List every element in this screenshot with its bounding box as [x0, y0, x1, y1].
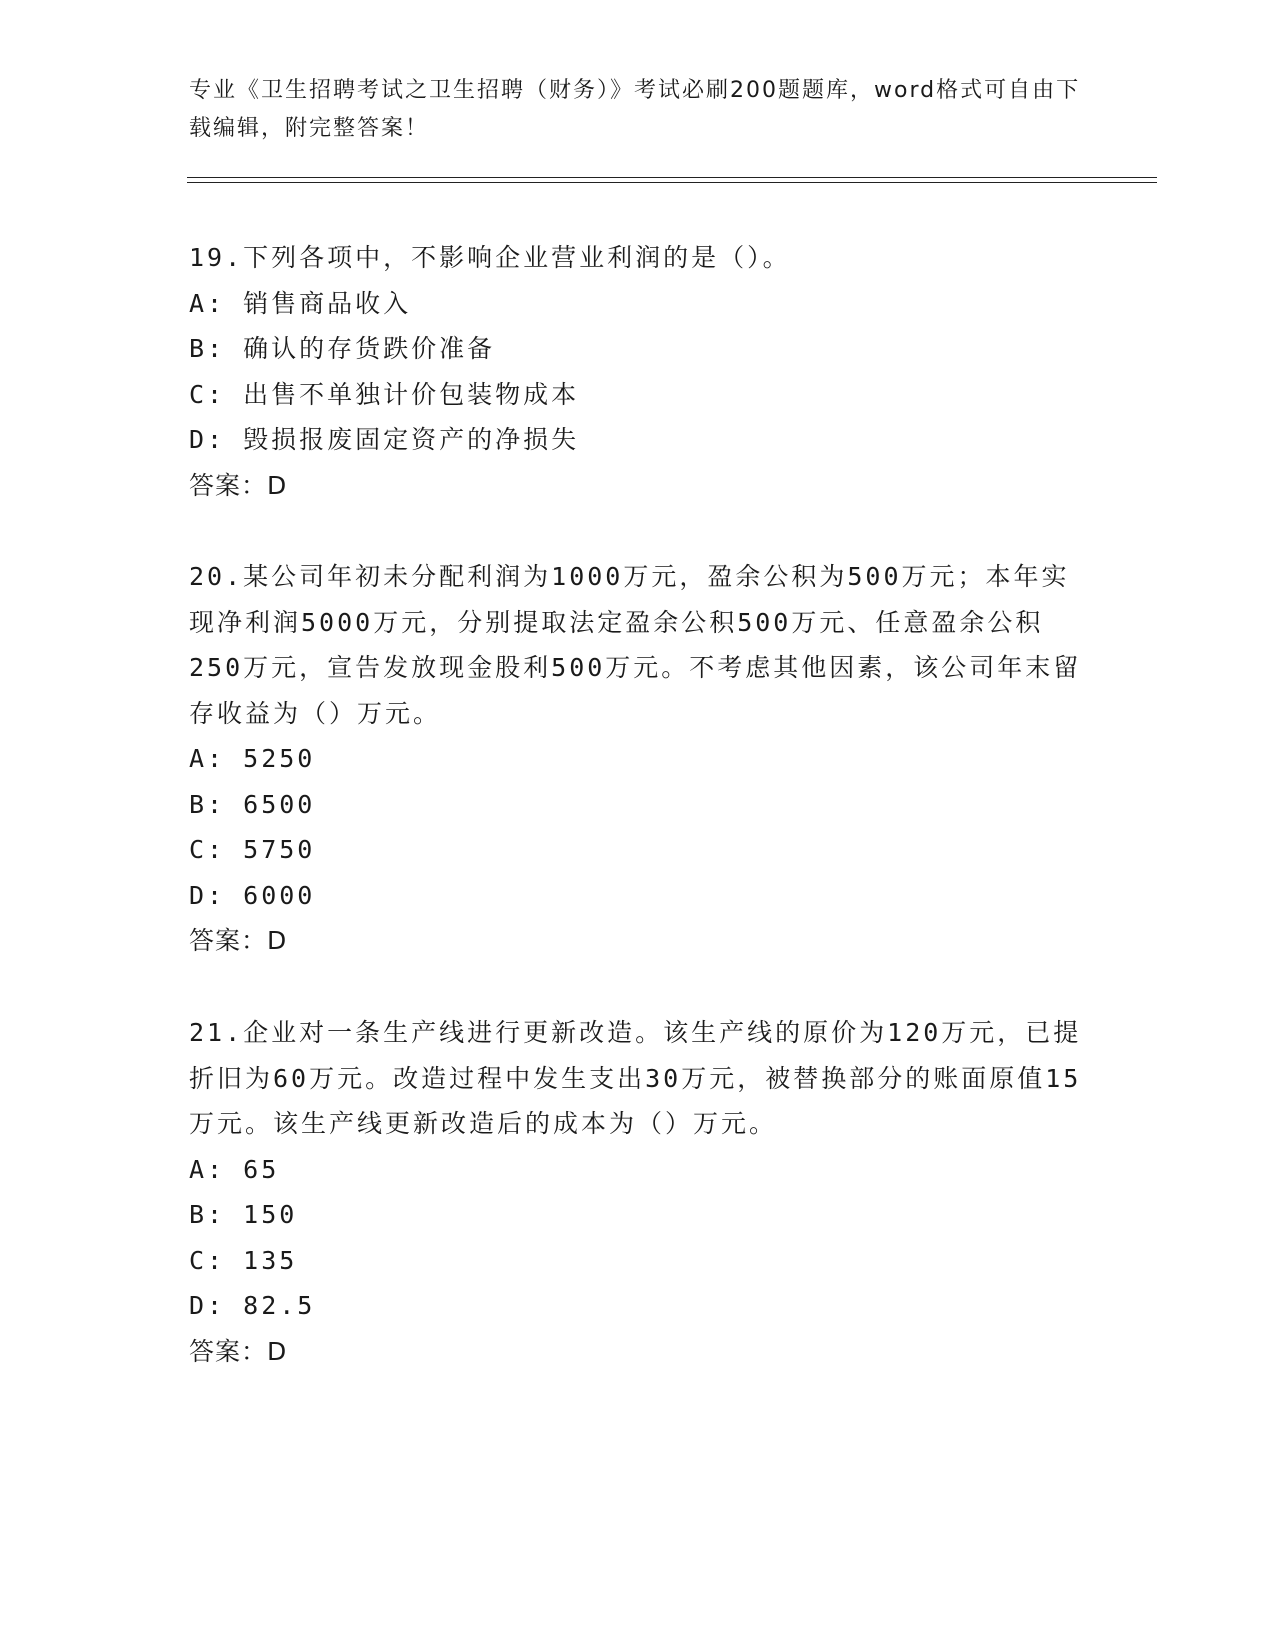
header-divider-bottom [187, 182, 1157, 183]
option-a: A: 65 [189, 1154, 280, 1184]
question-stem: 21.企业对一条生产线进行更新改造。该生产线的原价为120万元，已提折旧为60万元。改造过程中发生支出30万元，被替换部分的账面原值15万元。该生产线更新改造后的成本为（）万元。 [189, 1018, 1082, 1138]
header-divider-top [187, 177, 1157, 178]
option-a: A: 5250 [189, 744, 316, 773]
header-text: 专业《卫生招聘考试之卫生招聘（财务）》考试必刷200题题库，word格式可自由下载编辑，附完整答案！ [189, 78, 1081, 141]
option-d: D: 82.5 [189, 1291, 316, 1320]
option-a: A: 销售商品收入 [189, 288, 412, 318]
answer-label: 答案：D [189, 470, 288, 500]
document-header [189, 72, 1089, 148]
question-stem: 20.某公司年初未分配利润为1000万元，盈余公积为500万元；本年实现净利润5000万元，分别提取法定盈余公积500万元、任意盈余公积250万元，宣告发放现金股利500万元。不考虑其他因素，该公司年末留存收益为（）万元。 [189, 562, 1082, 728]
option-d: D: 毁损报废固定资产的净损失 [189, 425, 580, 454]
question-21 [189, 1010, 1089, 1374]
option-d: D: 6000 [189, 880, 316, 910]
option-b: B: 6500 [189, 789, 316, 819]
question-stem: 19.下列各项中，不影响企业营业利润的是（）。 [189, 243, 791, 272]
answer-label: 答案：D [189, 926, 288, 955]
option-c: C: 5750 [189, 835, 316, 864]
option-b: B: 150 [189, 1200, 298, 1229]
option-c: C: 出售不单独计价包装物成本 [189, 379, 580, 409]
question-20 [189, 554, 1089, 964]
question-19 [189, 235, 1089, 508]
answer-label: 答案：D [189, 1336, 288, 1366]
option-b: B: 确认的存货跌价准备 [189, 334, 496, 363]
option-c: C: 135 [189, 1245, 298, 1275]
